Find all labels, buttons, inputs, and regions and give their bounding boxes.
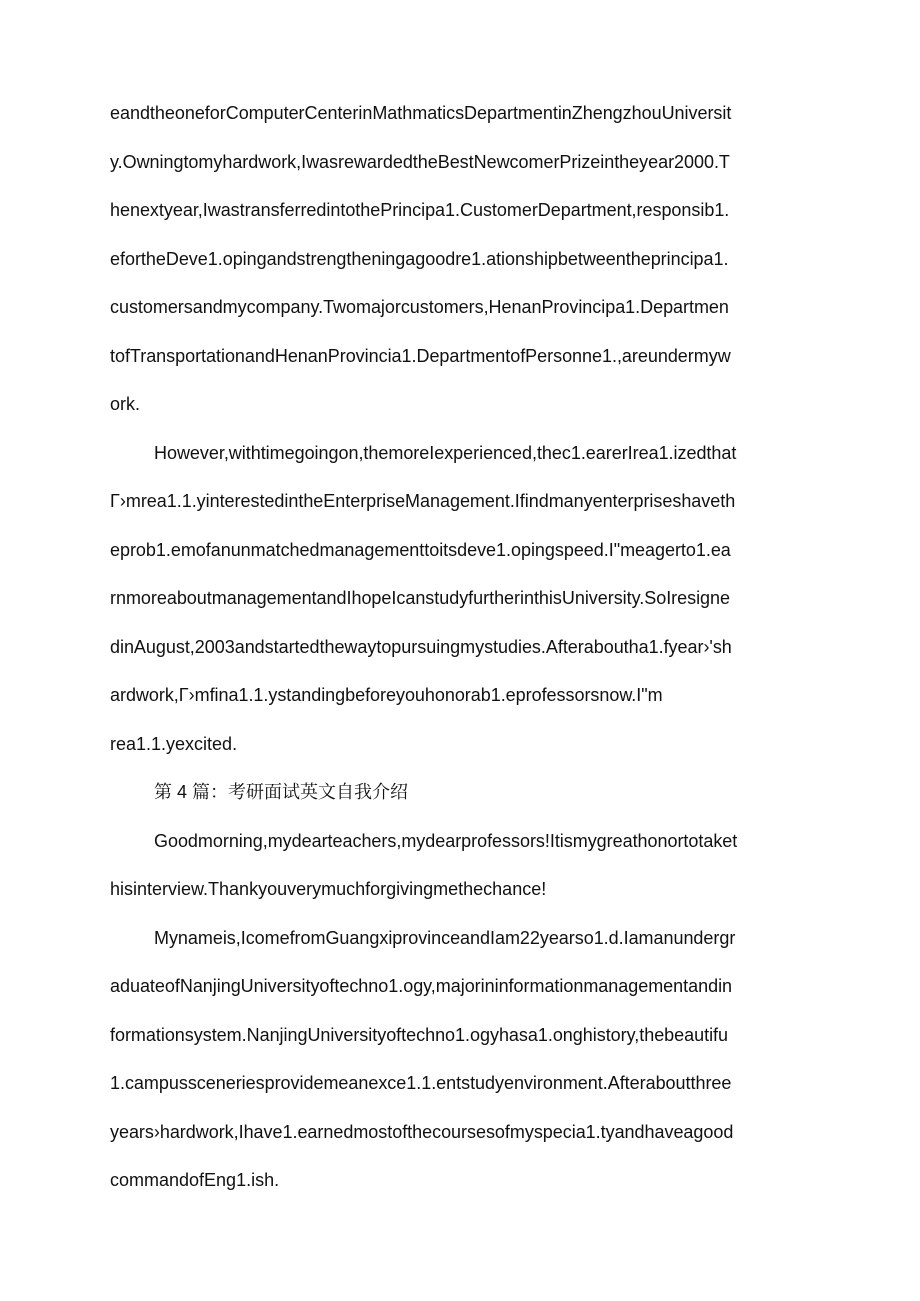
text-line: dinAugust,2003andstartedthewaytopursuingmystudies.Afteraboutha1.fyear›'sh (110, 636, 732, 657)
text-line: hisinterview.Thankyouverymuchforgivingmethechance! (110, 879, 547, 899)
text-line: y.Owningtomyhardwork,IwasrewardedtheBestNewcomerPrizeintheyear2000.T (110, 151, 730, 172)
text-line: ork. (110, 394, 141, 414)
text-line: formationsystem.NanjingUniversityoftechno1.ogyhasa1.onghistory,thebeautifu (110, 1024, 729, 1045)
text-line: rea1.1.yexcited. (110, 733, 238, 754)
section-heading: 第 4 篇：考研面试英文自我介绍 (154, 782, 409, 802)
text-line: However,withtimegoingon,themoreIexperienced,thec1.earerIrea1.izedthat (154, 442, 737, 463)
text-line: eandtheoneforComputerCenterinMathmaticsDepartmentinZhengzhouUniversit (110, 103, 732, 123)
text-line: Γ›mrea1.1.yinterestedintheEnterpriseManagement.Ifindmanyenterpriseshaveth (110, 491, 736, 511)
text-line: commandofEng1.ish. (110, 1170, 280, 1190)
text-line: ardwork,Γ›mfina1.1.ystandingbeforeyouhonorab1.eprofessorsnow.I"m (110, 685, 663, 705)
text-line: 1.campussceneriesprovidemeanexce1.1.entstudyenvironment.Afteraboutthree (110, 1073, 732, 1093)
text-line: years›hardwork,Ihave1.earnedmostofthecoursesofmyspecia1.tyandhaveagood (110, 1121, 734, 1142)
text-line: Goodmorning,mydearteachers,mydearprofessors!Itismygreathonortotaket (154, 830, 738, 851)
text-line: customersandmycompany.Twomajorcustomers,HenanProvincipa1.Departmen (110, 297, 729, 317)
text-line: tofTransportationandHenanProvincia1.DepartmentofPersonne1.,areundermyw (110, 345, 731, 366)
text-line: efortheDeve1.opingandstrengtheningagoodre1.ationshipbetweentheprincipa1. (110, 248, 729, 269)
text-line: henextyear,IwastransferredintothePrincipa1.CustomerDepartment,responsib1. (110, 200, 730, 220)
text-line: Mynameis,IcomefromGuangxiprovinceandIam22yearso1.d.Iamanundergr (154, 927, 736, 948)
text-line: aduateofNanjingUniversityoftechno1.ogy,majorininformationmanagementandin (110, 976, 733, 996)
text-line: rnmoreaboutmanagementandIhopeIcanstudyfurtherinthisUniversity.SoIresigne (110, 588, 731, 608)
text-line: eprob1.emofanunmatchedmanagementtoitsdeve1.opingspeed.I"meagerto1.ea (110, 539, 731, 560)
